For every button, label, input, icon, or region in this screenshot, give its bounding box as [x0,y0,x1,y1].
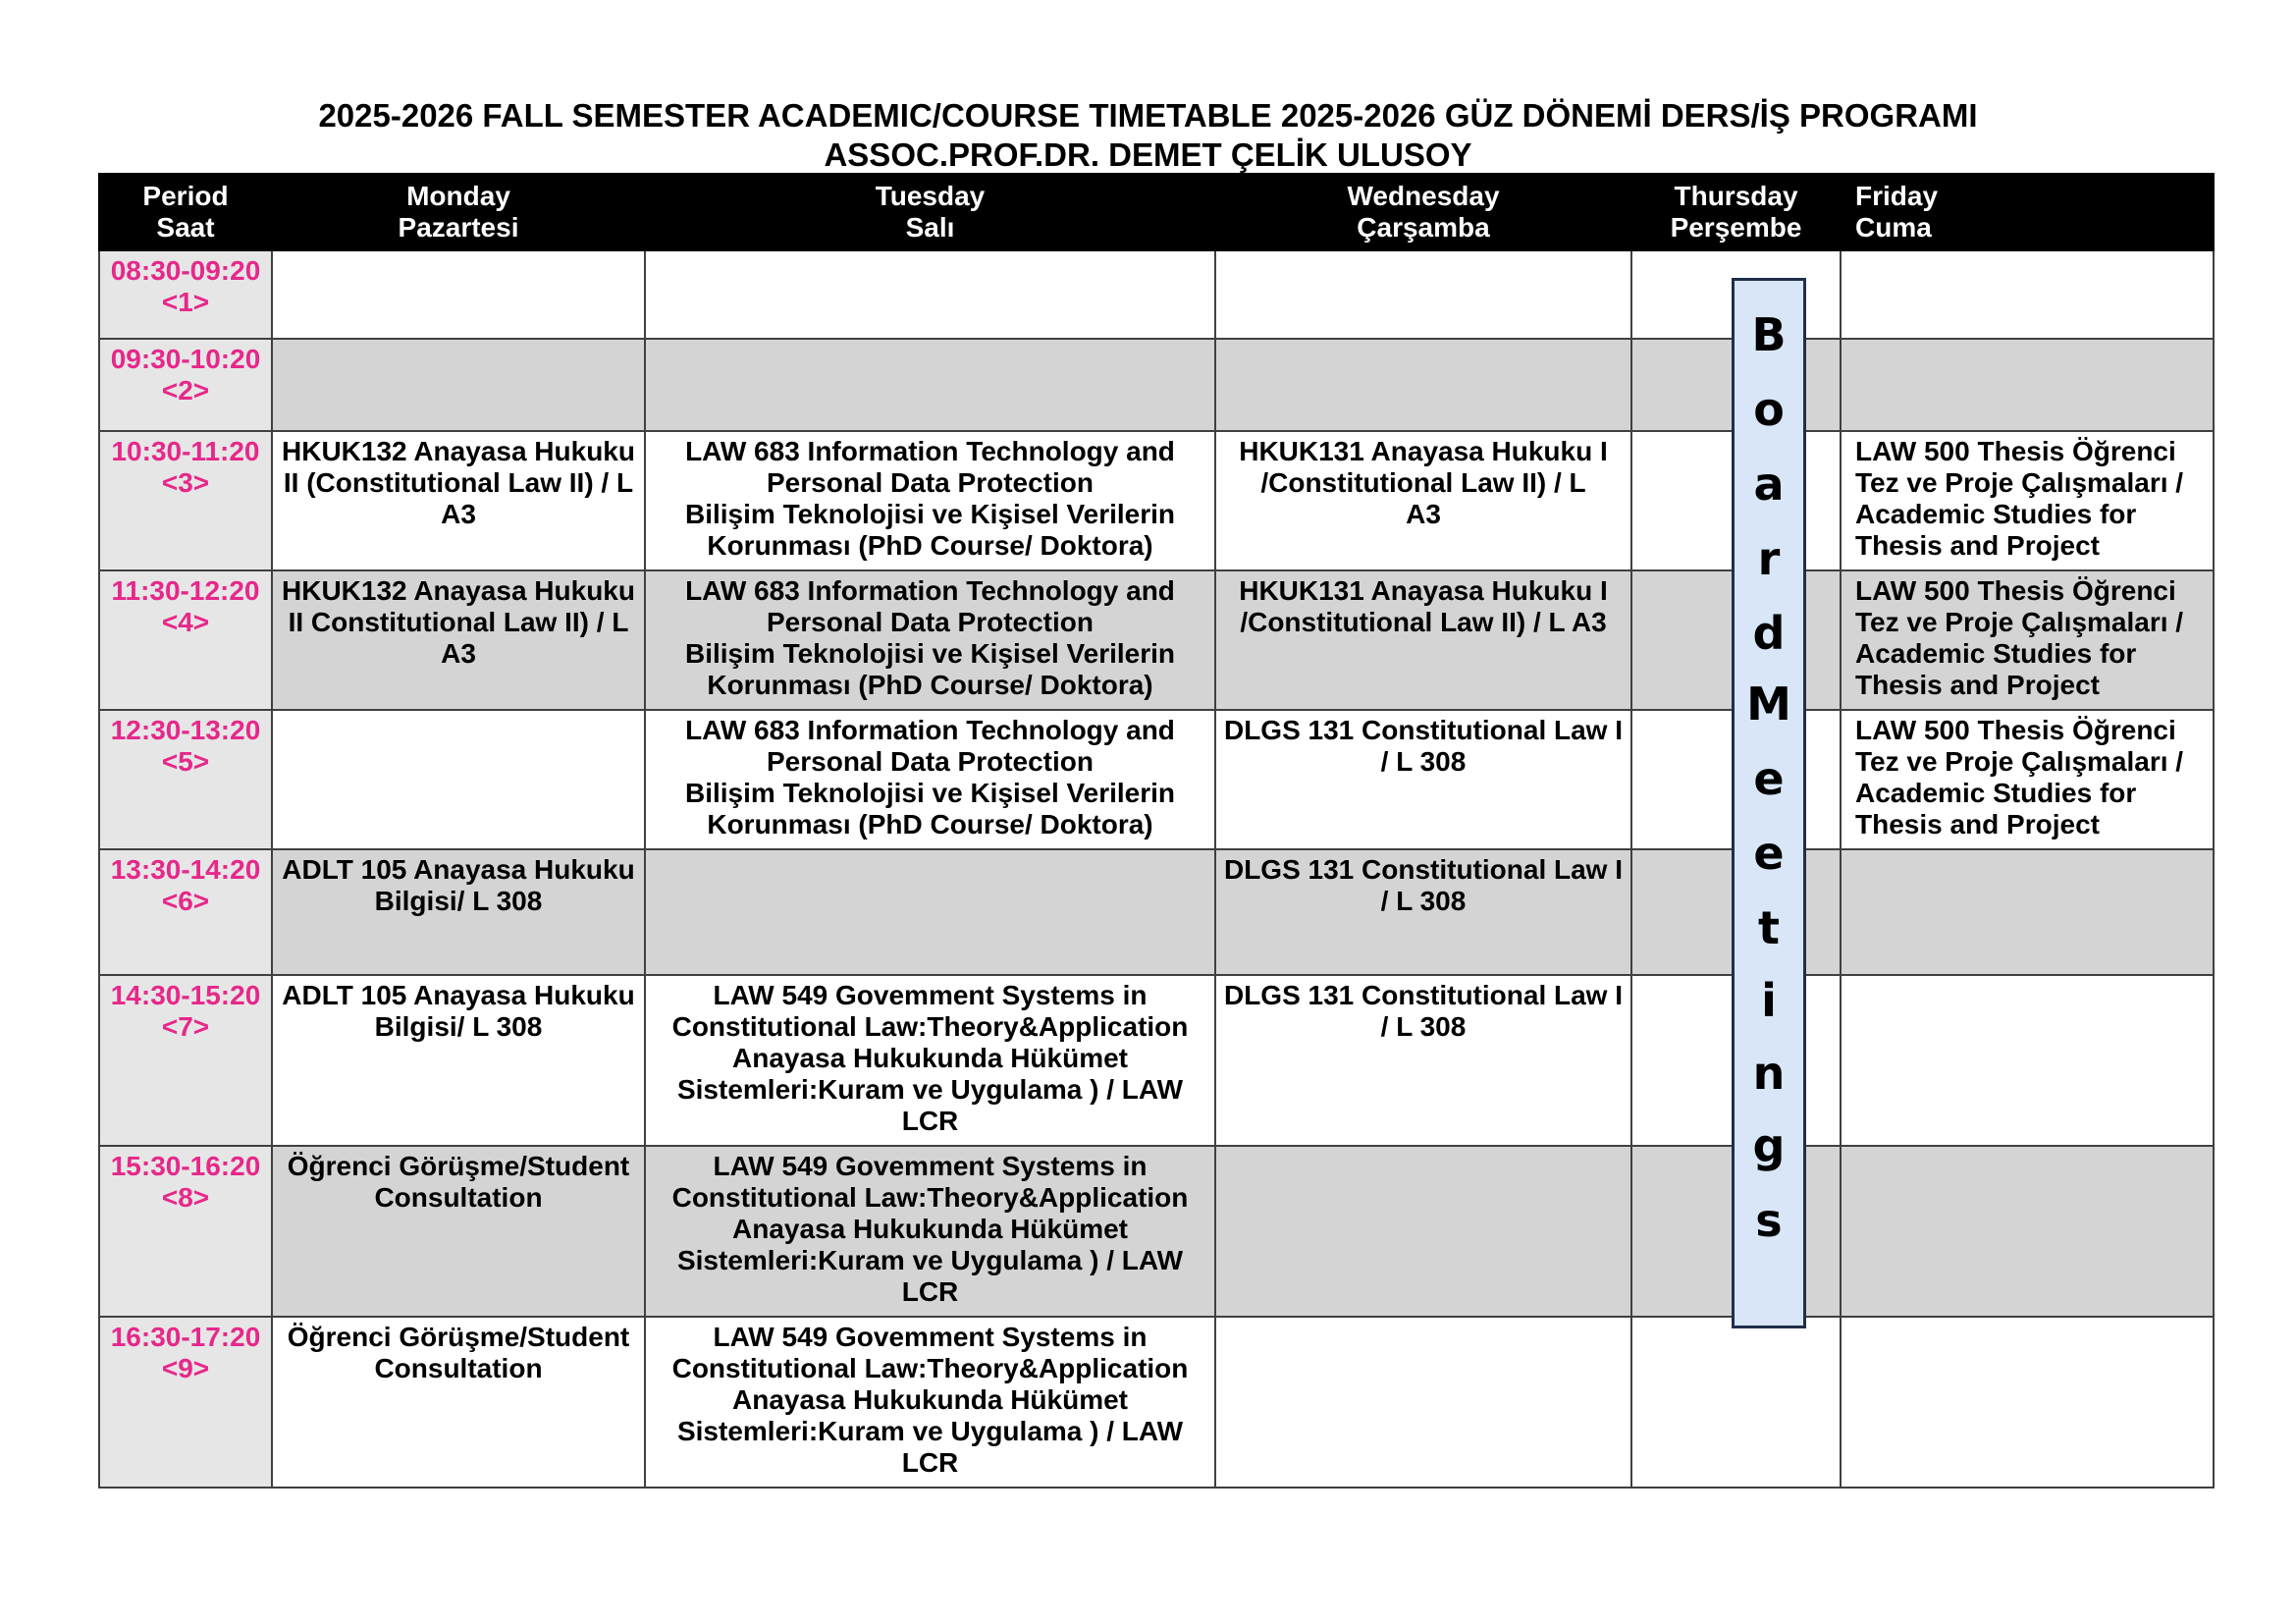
course-text-line: Constitutional Law:Theory&Application [671,1182,1189,1213]
wednesday-cell [1215,710,1631,849]
course-text-line: Academic Studies for [1855,499,2137,529]
period-cell [99,1317,272,1488]
course-text-line: LAW 500 Thesis Öğrenci [1855,715,2176,745]
course-text-line: Korunması (PhD Course/ Doktora) [707,809,1153,839]
period-time: 15:30-16:20 [110,1151,261,1181]
table-row [99,250,2214,339]
friday-cell [1841,339,2214,431]
course-text-line: LAW 500 Thesis Öğrenci [1855,575,2176,606]
course-text-line: Korunması (PhD Course/ Doktora) [707,670,1153,700]
header-thursday: Thursday Perşembe [1631,174,1841,250]
table-row [99,570,2214,710]
wednesday-cell [1215,1317,1631,1488]
course-text-line: Bilişim Teknolojisi ve Kişisel Verilerin [684,778,1176,808]
course-text-line: Tez ve Proje Çalışmaları / [1855,607,2184,637]
table-row [99,975,2214,1146]
course-text-line: A3 [1406,499,1441,529]
wednesday-cell [1215,570,1631,710]
monday-cell [272,431,645,570]
header-tuesday: Tuesday Salı [645,174,1215,250]
course-text-line: HKUK132 Anayasa Hukuku [282,436,635,466]
board-meetings-letter: n [1752,1047,1786,1100]
course-text-line: Constitutional Law:Theory&Application [671,1011,1189,1042]
tuesday-cell [645,339,1215,431]
course-text-line: Consultation [374,1182,543,1213]
tuesday-cell [645,849,1215,975]
period-number: <3> [161,467,210,498]
table-row [99,710,2214,849]
monday-cell [272,570,645,710]
course-text-line: DLGS 131 Constitutional Law I [1223,980,1624,1010]
board-meetings-letter: a [1753,458,1785,511]
lecturer-name: ASSOC.PROF.DR. DEMET ÇELİK ULUSOY [824,136,1472,173]
board-meetings-letter: s [1755,1194,1783,1247]
course-text-line: DLGS 131 Constitutional Law I [1223,854,1624,885]
course-text-line: LAW 549 Govemment Systems in [713,1151,1148,1181]
course-text-line: LAW 683 Information Technology and [685,575,1175,606]
monday-cell [272,1317,645,1488]
course-text-line: Tez ve Proje Çalışmaları / [1855,467,2184,498]
course-text-line: / L 308 [1380,746,1467,777]
board-meetings-letter: M [1746,677,1791,731]
board-meetings-letter: o [1753,383,1785,436]
period-number: <9> [161,1353,210,1383]
course-text-line: Bilgisi/ L 308 [374,1011,543,1042]
course-text-line: HKUK131 Anayasa Hukuku I [1239,575,1608,606]
period-cell [99,975,272,1146]
friday-cell [1841,250,2214,339]
friday-cell [1841,1317,2214,1488]
header-friday: Friday Cuma [1841,174,2214,250]
course-text-line: Constitutional Law:Theory&Application [671,1353,1189,1383]
monday-cell [272,975,645,1146]
course-text-line: LCR [901,1106,959,1136]
course-text-line: Tez ve Proje Çalışmaları / [1855,746,2184,777]
course-text-line: HKUK131 Anayasa Hukuku I [1239,436,1608,466]
period-time: 16:30-17:20 [110,1322,261,1352]
tuesday-cell [645,1317,1215,1488]
course-text-line: ADLT 105 Anayasa Hukuku [282,854,635,885]
board-meetings-letter: i [1761,974,1777,1027]
period-time: 14:30-15:20 [110,980,261,1010]
course-text-line: Öğrenci Görüşme/Student [287,1151,630,1181]
course-text-line: Sistemleri:Kuram ve Uygulama ) / LAW [676,1074,1184,1105]
header-row [99,174,2214,250]
course-text-line: Anayasa Hukukunda Hükümet [732,1043,1128,1073]
period-time: 10:30-11:20 [111,436,260,466]
course-text-line: Academic Studies for [1855,778,2137,808]
course-text-line: Thesis and Project [1855,809,2100,839]
thursday-cell [1631,1317,1841,1488]
board-meetings-letter: t [1758,901,1780,954]
friday-cell [1841,570,2214,710]
period-number: <1> [161,287,210,317]
header-period: Period Saat [99,174,272,250]
wednesday-cell [1215,849,1631,975]
course-text-line: A3 [441,499,476,529]
period-time: 13:30-14:20 [110,854,261,885]
period-time: 11:30-12:20 [111,575,260,606]
course-text-line: Personal Data Protection [767,607,1094,637]
period-cell [99,1146,272,1317]
course-text-line: ADLT 105 Anayasa Hukuku [282,980,635,1010]
wednesday-cell [1215,1146,1631,1317]
friday-cell [1841,849,2214,975]
tuesday-cell [645,570,1215,710]
period-number: <6> [161,886,210,916]
period-number: <8> [161,1182,210,1213]
course-text-line: Thesis and Project [1855,530,2100,561]
tuesday-cell [645,250,1215,339]
course-text-line: Anayasa Hukukunda Hükümet [732,1384,1128,1415]
course-text-line: / L 308 [1380,886,1467,916]
course-text-line: Korunması (PhD Course/ Doktora) [707,530,1153,561]
period-cell [99,339,272,431]
course-text-line: Bilişim Teknolojisi ve Kişisel Verilerin [684,638,1176,669]
course-text-line: Personal Data Protection [767,746,1094,777]
course-text-line: Sistemleri:Kuram ve Uygulama ) / LAW [676,1245,1184,1275]
course-text-line: /Constitutional Law II) / L A3 [1240,607,1607,637]
course-text-line: LAW 549 Govemment Systems in [713,980,1148,1010]
board-meetings-letter: g [1752,1119,1786,1172]
header-wednesday: Wednesday Çarşamba [1215,174,1631,250]
period-cell [99,431,272,570]
table-row [99,1146,2214,1317]
course-text-line: Thesis and Project [1855,670,2100,700]
course-text-line: LAW 549 Govemment Systems in [713,1322,1148,1352]
wednesday-cell [1215,431,1631,570]
period-cell [99,570,272,710]
period-time: 09:30-10:20 [110,344,261,374]
course-text-line: II Constitutional Law II) / L [288,607,629,637]
wednesday-cell [1215,339,1631,431]
board-meetings-letter: r [1757,532,1781,585]
course-text-line: Academic Studies for [1855,638,2137,669]
header-monday: Monday Pazartesi [272,174,645,250]
monday-cell [272,250,645,339]
course-text-line: LAW 683 Information Technology and [685,436,1175,466]
tuesday-cell [645,975,1215,1146]
period-cell [99,710,272,849]
period-cell [99,250,272,339]
timetable-title: 2025-2026 FALL SEMESTER ACADEMIC/COURSE TIMETABLE 2025-2026 GÜZ DÖNEMİ DERS/İŞ PROGRAMI [318,97,1978,134]
period-number: <5> [161,746,210,777]
course-text-line: Consultation [374,1353,543,1383]
tuesday-cell [645,431,1215,570]
course-text-line: II (Constitutional Law II) / L [283,467,634,498]
friday-cell [1841,710,2214,849]
course-text-line: LCR [901,1447,959,1478]
friday-cell [1841,975,2214,1146]
friday-cell [1841,431,2214,570]
period-time: 12:30-13:20 [110,715,261,745]
course-text-line: Anayasa Hukukunda Hükümet [732,1214,1128,1244]
wednesday-cell [1215,975,1631,1146]
monday-cell [272,339,645,431]
board-meetings-banner [1732,278,1806,1328]
monday-cell [272,710,645,849]
course-text-line: A3 [441,638,476,669]
course-text-line: Sistemleri:Kuram ve Uygulama ) / LAW [676,1416,1184,1446]
course-text-line: Bilgisi/ L 308 [374,886,543,916]
table-row [99,339,2214,431]
course-text-line: LCR [901,1276,959,1307]
course-text-line: Öğrenci Görüşme/Student [287,1322,630,1352]
board-meetings-letter: e [1753,827,1785,880]
tuesday-cell [645,710,1215,849]
table-row [99,849,2214,975]
course-text-line: /Constitutional Law II) / L [1260,467,1586,498]
board-meetings-letter: d [1752,607,1786,660]
board-meetings-letter: B [1751,308,1787,361]
wednesday-cell [1215,250,1631,339]
tuesday-cell [645,1146,1215,1317]
monday-cell [272,849,645,975]
period-time: 08:30-09:20 [110,255,261,286]
course-text-line: LAW 683 Information Technology and [685,715,1175,745]
course-text-line: DLGS 131 Constitutional Law I [1223,715,1624,745]
monday-cell [272,1146,645,1317]
period-cell [99,849,272,975]
table-row [99,1317,2214,1488]
period-number: <4> [161,607,210,637]
course-text-line: LAW 500 Thesis Öğrenci [1855,436,2176,466]
course-text-line: / L 308 [1380,1011,1467,1042]
table-row [99,431,2214,570]
timetable [98,173,2215,1489]
course-text-line: Bilişim Teknolojisi ve Kişisel Verilerin [684,499,1176,529]
period-number: <2> [161,375,210,406]
period-number: <7> [161,1011,210,1042]
course-text-line: Personal Data Protection [767,467,1094,498]
friday-cell [1841,1146,2214,1317]
course-text-line: HKUK132 Anayasa Hukuku [282,575,635,606]
board-meetings-letter: e [1753,752,1785,805]
